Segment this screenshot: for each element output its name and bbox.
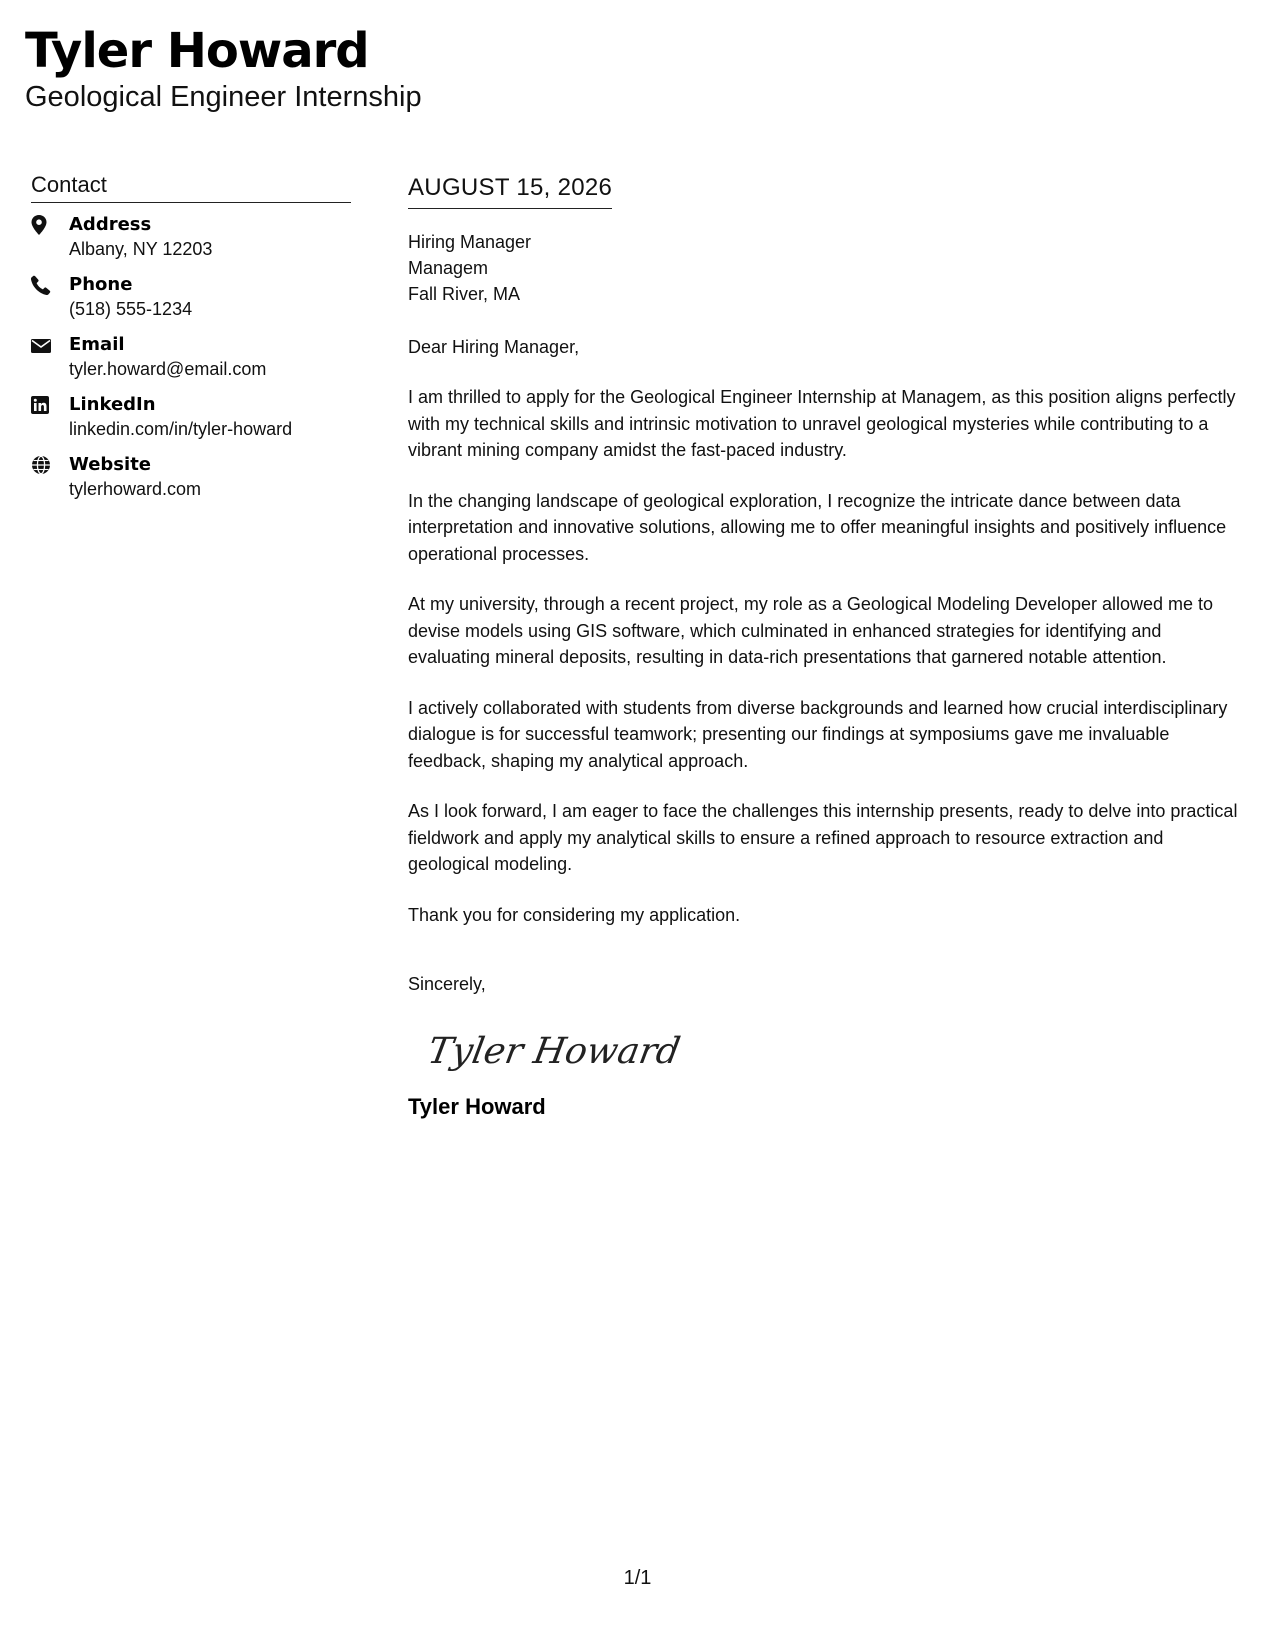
letter-paragraph: I am thrilled to apply for the Geological Engineer Internship at Managem, as this position aligns perfectly with my technical skills and intrinsic motivation to unravel geological mysteries while contributing to a vibrant mining company amidst the fast-paced industry. xyxy=(408,387,1236,460)
contact-label: Phone xyxy=(69,274,133,295)
contact-sidebar xyxy=(31,170,351,513)
globe-icon xyxy=(31,453,69,475)
contact-item-website xyxy=(31,453,351,501)
contact-label: Email xyxy=(69,334,125,355)
recipient-line: Hiring Manager xyxy=(408,232,532,252)
contact-value: tyler.howard@email.com xyxy=(69,359,267,379)
contact-label: LinkedIn xyxy=(69,394,156,415)
signer-name: Tyler Howard xyxy=(408,1094,546,1119)
letter-date: AUGUST 15, 2026 xyxy=(408,172,612,209)
contact-item-linkedin xyxy=(31,393,351,441)
signature-text: Tyler Howard xyxy=(424,1029,684,1072)
contact-item-address xyxy=(31,213,351,261)
recipient-block xyxy=(408,229,1248,307)
letter-body xyxy=(408,172,1248,1121)
contact-value: tylerhoward.com xyxy=(69,479,202,499)
applicant-name: Tyler Howard xyxy=(25,23,369,79)
closing: Sincerely, xyxy=(408,974,486,994)
contact-heading: Contact xyxy=(31,170,351,203)
recipient-line: Fall River, MA xyxy=(408,284,521,304)
contact-label: Website xyxy=(69,454,152,475)
contact-label: Address xyxy=(69,214,152,235)
contact-value: (518) 555-1234 xyxy=(69,299,193,319)
letter-paragraph: Thank you for considering my application. xyxy=(408,904,741,925)
linkedin-icon xyxy=(31,393,69,414)
page-number: 1/1 xyxy=(623,1567,652,1589)
recipient-line: Managem xyxy=(408,258,489,278)
handwritten-signature xyxy=(424,1019,1248,1081)
letter-paragraph: At my university, through a recent project, my role as a Geological Modeling Developer allowed me to devise models using GIS software, which culminated in enhanced strategies for identifying and evaluating mineral deposits, resulting in data-rich presentations that garnered notable attention. xyxy=(408,594,1214,667)
contact-value: Albany, NY 12203 xyxy=(69,239,213,259)
contact-item-email xyxy=(31,333,351,381)
envelope-icon xyxy=(31,333,69,354)
phone-icon xyxy=(31,273,69,295)
map-pin-icon xyxy=(31,213,69,235)
letter-header xyxy=(25,22,422,114)
contact-value: linkedin.com/in/tyler-howard xyxy=(69,419,293,439)
letter-paragraph: As I look forward, I am eager to face the challenges this internship presents, ready to delve into practical fieldwork and apply my analytical skills to ensure a refined approach to resource extraction and geological modeling. xyxy=(408,801,1238,874)
letter-paragraph: In the changing landscape of geological exploration, I recognize the intricate dance between data interpretation and innovative solutions, allowing me to offer meaningful insights and positively influence operational processes. xyxy=(408,490,1227,564)
salutation: Dear Hiring Manager, xyxy=(408,337,580,357)
letter-paragraph: I actively collaborated with students from diverse backgrounds and learned how crucial interdisciplinary dialogue is for successful teamwork; presenting our findings at symposiums gave me invaluable feedback, shaping my analytical approach. xyxy=(408,697,1228,771)
job-title: Geological Engineer Internship xyxy=(25,81,422,113)
contact-item-phone xyxy=(31,273,351,321)
